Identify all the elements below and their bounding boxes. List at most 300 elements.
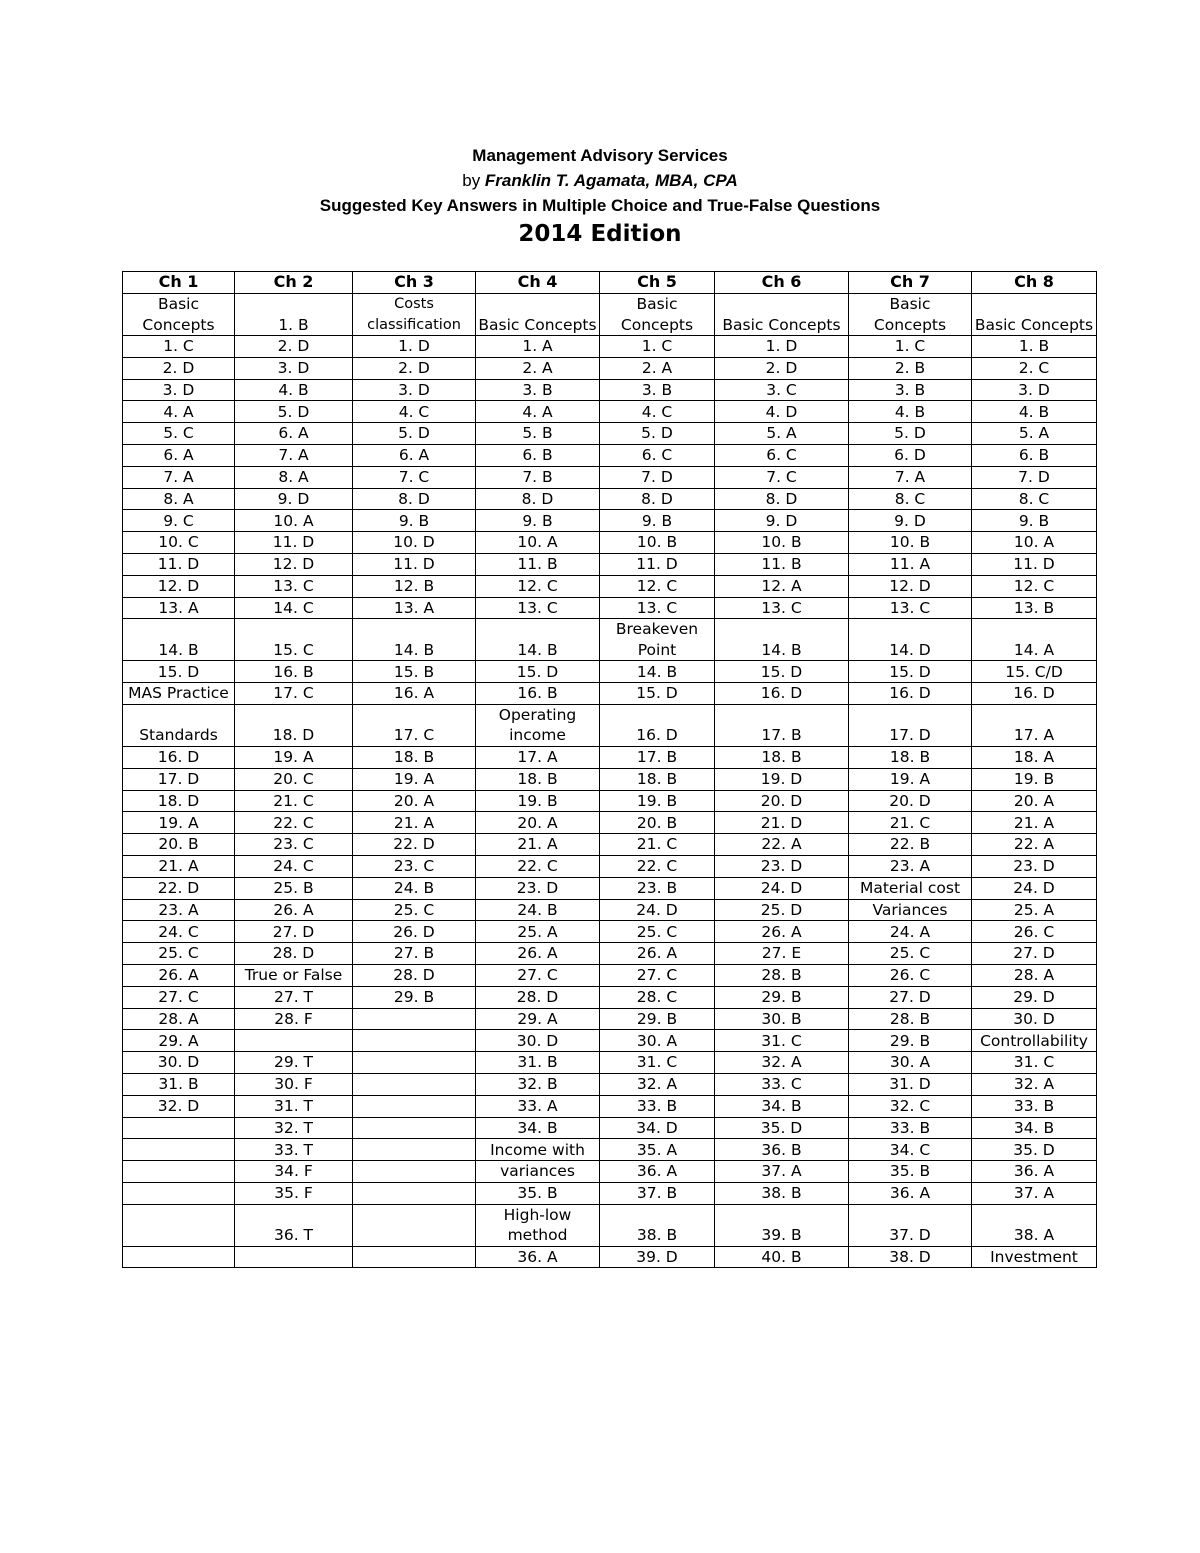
answer-cell: 13. C (600, 597, 715, 619)
answer-cell: 27. C (123, 986, 235, 1008)
answer-cell: 8. D (600, 488, 715, 510)
table-row (123, 1246, 1097, 1268)
answer-cell: 19. A (123, 812, 235, 834)
answer-cell: 26. A (476, 943, 600, 965)
answer-cell: 18. D (235, 704, 353, 746)
answer-cell: 29. B (849, 1030, 972, 1052)
answer-cell: 18. B (600, 768, 715, 790)
answer-cell: 28. D (353, 964, 476, 986)
answer-cell: 1. C (123, 336, 235, 358)
answer-cell: 3. D (235, 357, 353, 379)
table-header-row (123, 272, 1097, 294)
answer-cell: 3. D (353, 379, 476, 401)
answer-cell: 26. A (715, 921, 849, 943)
answer-cell: 30. F (235, 1073, 353, 1095)
answer-cell: 23. D (972, 855, 1097, 877)
table-row (123, 575, 1097, 597)
answer-cell: 2. D (123, 357, 235, 379)
answer-cell: 12. C (476, 575, 600, 597)
answer-cell: 33. C (715, 1073, 849, 1095)
answer-cell: 17. B (715, 704, 849, 746)
answer-cell: 27. D (972, 943, 1097, 965)
table-body (123, 294, 1097, 1268)
answer-cell: 22. B (849, 834, 972, 856)
answer-cell: 18. B (849, 746, 972, 768)
answer-cell: 37. A (715, 1161, 849, 1183)
answer-cell: 15. C (235, 619, 353, 661)
answer-cell: 31. C (715, 1030, 849, 1052)
answer-cell: 24. D (600, 899, 715, 921)
table-row (123, 294, 1097, 336)
answer-cell: High-low method (476, 1204, 600, 1246)
answer-cell: 5. D (600, 423, 715, 445)
answer-cell: 19. A (849, 768, 972, 790)
answer-cell: 9. D (849, 510, 972, 532)
answer-cell: 17. A (972, 704, 1097, 746)
answer-cell: 24. A (849, 921, 972, 943)
answer-cell: 20. B (123, 834, 235, 856)
answer-cell: 9. D (715, 510, 849, 532)
answer-cell: 24. B (353, 877, 476, 899)
answer-cell: 6. D (849, 444, 972, 466)
answer-cell: 6. B (972, 444, 1097, 466)
answer-cell: 3. B (600, 379, 715, 401)
answer-cell: 1. B (972, 336, 1097, 358)
answer-cell: Basic Concepts (972, 294, 1097, 336)
answer-cell: 19. B (972, 768, 1097, 790)
answer-cell: 29. T (235, 1052, 353, 1074)
answer-cell (353, 1117, 476, 1139)
answer-cell: 3. D (972, 379, 1097, 401)
answer-cell (353, 1095, 476, 1117)
table-row (123, 812, 1097, 834)
answer-cell: 35. B (849, 1161, 972, 1183)
answer-cell: 25. D (715, 899, 849, 921)
table-row (123, 444, 1097, 466)
answer-cell: 11. D (353, 553, 476, 575)
table-row (123, 401, 1097, 423)
table-row (123, 510, 1097, 532)
answer-cell: 6. A (123, 444, 235, 466)
answer-cell: 12. B (353, 575, 476, 597)
answer-cell: 33. B (600, 1095, 715, 1117)
answer-cell: 30. D (123, 1052, 235, 1074)
answer-cell: Basic Concepts (715, 294, 849, 336)
answer-cell: 38. B (600, 1204, 715, 1246)
answer-cell: 25. A (972, 899, 1097, 921)
answer-cell: 12. C (600, 575, 715, 597)
answer-cell: 31. C (972, 1052, 1097, 1074)
answer-cell: 36. T (235, 1204, 353, 1246)
answer-cell: 11. D (972, 553, 1097, 575)
answer-cell: 34. D (600, 1117, 715, 1139)
answer-cell: 26. A (600, 943, 715, 965)
answer-cell: 1. D (715, 336, 849, 358)
answer-cell: 20. A (972, 790, 1097, 812)
answer-cell: 32. C (849, 1095, 972, 1117)
answer-cell (353, 1246, 476, 1268)
answer-cell: 18. B (476, 768, 600, 790)
answer-cell: 11. B (715, 553, 849, 575)
answer-cell: 4. B (849, 401, 972, 423)
answer-cell: 28. C (600, 986, 715, 1008)
answer-cell: 18. B (353, 746, 476, 768)
answer-cell (353, 1030, 476, 1052)
answer-cell: 27. T (235, 986, 353, 1008)
answer-cell: Basic Concepts (849, 294, 972, 336)
answer-cell: 7. C (715, 466, 849, 488)
answer-cell: 35. F (235, 1182, 353, 1204)
answer-cell: 6. C (600, 444, 715, 466)
answer-cell: 16. A (353, 683, 476, 705)
answer-cell: 26. D (353, 921, 476, 943)
answer-cell: 36. A (476, 1246, 600, 1268)
answer-cell: 10. A (972, 532, 1097, 554)
table-row (123, 488, 1097, 510)
author-line (0, 168, 1200, 193)
answer-cell: 37. A (972, 1182, 1097, 1204)
answer-cell: 9. B (600, 510, 715, 532)
answer-cell: 23. D (476, 877, 600, 899)
table-row (123, 1204, 1097, 1246)
answer-cell (123, 1117, 235, 1139)
answer-cell: 32. A (715, 1052, 849, 1074)
answer-cell: 28. D (235, 943, 353, 965)
answer-cell: 21. A (972, 812, 1097, 834)
answer-cell: 17. A (476, 746, 600, 768)
answer-cell: 32. T (235, 1117, 353, 1139)
answer-cell: 8. A (123, 488, 235, 510)
answer-cell: 2. D (235, 336, 353, 358)
answer-cell: 5. A (972, 423, 1097, 445)
answer-cell: 20. A (476, 812, 600, 834)
answer-cell: 8. D (353, 488, 476, 510)
answer-cell: 25. A (476, 921, 600, 943)
answer-cell: 2. A (600, 357, 715, 379)
table-row (123, 1139, 1097, 1161)
answer-cell: 4. A (476, 401, 600, 423)
table-row (123, 1073, 1097, 1095)
answer-cell: 26. C (849, 964, 972, 986)
column-header: Ch 2 (235, 272, 353, 294)
answer-cell: 27. C (476, 964, 600, 986)
answer-cell: 15. B (353, 661, 476, 683)
answer-cell: 20. D (715, 790, 849, 812)
answer-cell: 21. D (715, 812, 849, 834)
answer-cell: 31. C (600, 1052, 715, 1074)
answer-cell: 28. B (849, 1008, 972, 1030)
answer-cell: 23. A (123, 899, 235, 921)
answer-cell: 12. A (715, 575, 849, 597)
answer-cell: 25. C (600, 921, 715, 943)
answer-cell (353, 1182, 476, 1204)
answer-cell: 22. D (353, 834, 476, 856)
answer-cell: 1. B (235, 294, 353, 336)
answer-cell: Basic Concepts (123, 294, 235, 336)
answer-cell: 29. A (123, 1030, 235, 1052)
table-row (123, 986, 1097, 1008)
answer-cell: 11. A (849, 553, 972, 575)
answer-cell: 25. B (235, 877, 353, 899)
answer-cell: 4. D (715, 401, 849, 423)
answer-cell: 37. B (600, 1182, 715, 1204)
answer-cell: 16. D (715, 683, 849, 705)
answer-cell: 21. A (476, 834, 600, 856)
answer-cell: Basic Concepts (476, 294, 600, 336)
answer-cell: 8. D (476, 488, 600, 510)
answer-cell: 30. D (476, 1030, 600, 1052)
answer-cell: 31. B (123, 1073, 235, 1095)
answer-cell: 8. D (715, 488, 849, 510)
table-row (123, 553, 1097, 575)
answer-cell: 32. A (600, 1073, 715, 1095)
answer-cell: 5. D (235, 401, 353, 423)
answer-cell: 26. C (972, 921, 1097, 943)
answer-cell: 13. C (849, 597, 972, 619)
answer-cell: 14. C (235, 597, 353, 619)
answer-cell: Breakeven Point (600, 619, 715, 661)
table-row (123, 899, 1097, 921)
answer-cell: 20. A (353, 790, 476, 812)
table-row (123, 532, 1097, 554)
answer-cell (123, 1182, 235, 1204)
column-header: Ch 1 (123, 272, 235, 294)
answer-cell: 31. D (849, 1073, 972, 1095)
answer-cell: 12. D (235, 553, 353, 575)
answer-cell: 11. D (600, 553, 715, 575)
answer-cell: 2. B (849, 357, 972, 379)
answer-cell: 9. C (123, 510, 235, 532)
table-row (123, 357, 1097, 379)
answer-cell (123, 1139, 235, 1161)
answer-cell: 10. A (476, 532, 600, 554)
answer-cell: 17. C (353, 704, 476, 746)
answer-cell: 10. C (123, 532, 235, 554)
answer-cell: 12. D (123, 575, 235, 597)
table-row (123, 1008, 1097, 1030)
answer-cell: 13. A (123, 597, 235, 619)
answer-cell: 13. A (353, 597, 476, 619)
answer-cell: 26. A (235, 899, 353, 921)
answer-cell: 10. A (235, 510, 353, 532)
answer-cell: 10. D (353, 532, 476, 554)
answer-cell: Basic Concepts (600, 294, 715, 336)
answer-cell: 23. D (715, 855, 849, 877)
answer-cell: 36. A (972, 1161, 1097, 1183)
table-row (123, 1117, 1097, 1139)
answer-cell: 16. D (849, 683, 972, 705)
answer-cell: 20. C (235, 768, 353, 790)
answer-cell: 11. D (123, 553, 235, 575)
answer-cell: 29. B (600, 1008, 715, 1030)
answer-cell (123, 1204, 235, 1246)
answer-cell: 35. D (715, 1117, 849, 1139)
answer-cell: 7. D (972, 466, 1097, 488)
answer-cell: Income with (476, 1139, 600, 1161)
answer-cell: 2. D (715, 357, 849, 379)
document-title: Management Advisory Services (472, 146, 728, 165)
column-header: Ch 3 (353, 272, 476, 294)
answer-cell: 36. A (849, 1182, 972, 1204)
answer-cell: 33. A (476, 1095, 600, 1117)
answer-cell: 22. C (235, 812, 353, 834)
table-row (123, 423, 1097, 445)
answer-cell: 10. B (715, 532, 849, 554)
answer-cell: 18. B (715, 746, 849, 768)
answer-cell: 8. C (849, 488, 972, 510)
answer-cell: 33. B (849, 1117, 972, 1139)
answer-cell: 4. C (353, 401, 476, 423)
table-row (123, 877, 1097, 899)
answer-cell: 3. D (123, 379, 235, 401)
answer-cell: 7. A (235, 444, 353, 466)
answer-cell: 12. D (849, 575, 972, 597)
answer-cell: 20. D (849, 790, 972, 812)
answer-cell: 1. A (476, 336, 600, 358)
answer-cell: 35. A (600, 1139, 715, 1161)
answer-cell: 20. B (600, 812, 715, 834)
answer-cell: 14. A (972, 619, 1097, 661)
answer-cell: 21. C (600, 834, 715, 856)
answer-cell (353, 1073, 476, 1095)
answer-cell: 35. D (972, 1139, 1097, 1161)
answer-cell: 30. A (849, 1052, 972, 1074)
answer-cell: 37. D (849, 1204, 972, 1246)
answer-cell: 16. D (600, 704, 715, 746)
answer-cell: 34. B (715, 1095, 849, 1117)
answer-cell: 22. C (600, 855, 715, 877)
table-row (123, 619, 1097, 661)
table-row (123, 704, 1097, 746)
answer-cell: 36. B (715, 1139, 849, 1161)
answer-cell: 27. D (235, 921, 353, 943)
answer-cell: 35. B (476, 1182, 600, 1204)
answer-cell: 15. D (123, 661, 235, 683)
answer-cell: 34. F (235, 1161, 353, 1183)
answer-cell: 4. B (235, 379, 353, 401)
answer-cell: 21. C (849, 812, 972, 834)
answer-cell: 29. B (715, 986, 849, 1008)
answer-cell: 24. C (235, 855, 353, 877)
by-label: by (462, 171, 485, 190)
answer-cell: 14. B (715, 619, 849, 661)
table-row (123, 1182, 1097, 1204)
answer-cell: 1. C (849, 336, 972, 358)
answer-cell: 25. C (123, 943, 235, 965)
answer-cell: 34. B (476, 1117, 600, 1139)
answer-cell: Operating income (476, 704, 600, 746)
answer-cell: 4. A (123, 401, 235, 423)
answer-cell: 6. C (715, 444, 849, 466)
table-row (123, 855, 1097, 877)
answer-cell: 28. D (476, 986, 600, 1008)
answer-key-table (122, 271, 1097, 1268)
answer-cell: 11. B (476, 553, 600, 575)
answer-cell: 27. E (715, 943, 849, 965)
answer-cell: 18. A (972, 746, 1097, 768)
table-row (123, 943, 1097, 965)
answer-cell: 31. B (476, 1052, 600, 1074)
answer-cell: 19. D (715, 768, 849, 790)
answer-cell: 21. A (353, 812, 476, 834)
answer-cell: 15. D (600, 683, 715, 705)
answer-cell: 28. B (715, 964, 849, 986)
answer-cell: 39. B (715, 1204, 849, 1246)
answer-cell: 3. B (476, 379, 600, 401)
answer-cell (123, 1161, 235, 1183)
answer-cell: 6. A (353, 444, 476, 466)
answer-cell: 13. C (235, 575, 353, 597)
answer-cell: 2. A (476, 357, 600, 379)
answer-cell: 10. B (600, 532, 715, 554)
table-row (123, 1161, 1097, 1183)
answer-cell: 34. B (972, 1117, 1097, 1139)
answer-cell: 33. B (972, 1095, 1097, 1117)
table-row (123, 921, 1097, 943)
answer-cell: 30. D (972, 1008, 1097, 1030)
answer-cell: 29. D (972, 986, 1097, 1008)
answer-cell: 19. B (476, 790, 600, 812)
answer-cell: Investment (972, 1246, 1097, 1268)
answer-cell: 40. B (715, 1246, 849, 1268)
answer-cell (123, 1246, 235, 1268)
answer-cell: 13. C (476, 597, 600, 619)
answer-cell: 39. D (600, 1246, 715, 1268)
answer-cell: 22. D (123, 877, 235, 899)
answer-cell: 25. C (353, 899, 476, 921)
answer-cell: 28. F (235, 1008, 353, 1030)
answer-cell: 17. B (600, 746, 715, 768)
answer-cell: 14. D (849, 619, 972, 661)
table-row (123, 964, 1097, 986)
answer-cell: 14. B (353, 619, 476, 661)
answer-cell: 10. B (849, 532, 972, 554)
answer-cell: 24. C (123, 921, 235, 943)
answer-cell (353, 1008, 476, 1030)
answer-cell: 16. D (123, 746, 235, 768)
answer-cell: 19. A (235, 746, 353, 768)
answer-cell: 1. C (600, 336, 715, 358)
column-header: Ch 7 (849, 272, 972, 294)
answer-cell (353, 1161, 476, 1183)
answer-cell: 17. C (235, 683, 353, 705)
answer-cell: 2. C (972, 357, 1097, 379)
answer-cell: 25. C (849, 943, 972, 965)
answer-cell: 6. A (235, 423, 353, 445)
answer-cell: 7. B (476, 466, 600, 488)
answer-cell: 6. B (476, 444, 600, 466)
column-header: Ch 5 (600, 272, 715, 294)
table-row (123, 834, 1097, 856)
answer-cell: variances (476, 1161, 600, 1183)
answer-cell: 15. D (849, 661, 972, 683)
answer-cell: 14. B (600, 661, 715, 683)
answer-cell: 17. D (123, 768, 235, 790)
answer-cell: 23. B (600, 877, 715, 899)
answer-cell: Material cost (849, 877, 972, 899)
answer-cell: 16. B (235, 661, 353, 683)
answer-cell: 5. D (849, 423, 972, 445)
answer-cell: 1. D (353, 336, 476, 358)
answer-cell: 7. A (123, 466, 235, 488)
answer-cell: 33. T (235, 1139, 353, 1161)
column-header: Ch 6 (715, 272, 849, 294)
table-row (123, 683, 1097, 705)
answer-cell (353, 1204, 476, 1246)
table-row (123, 746, 1097, 768)
answer-cell: 23. C (353, 855, 476, 877)
answer-cell: 5. C (123, 423, 235, 445)
